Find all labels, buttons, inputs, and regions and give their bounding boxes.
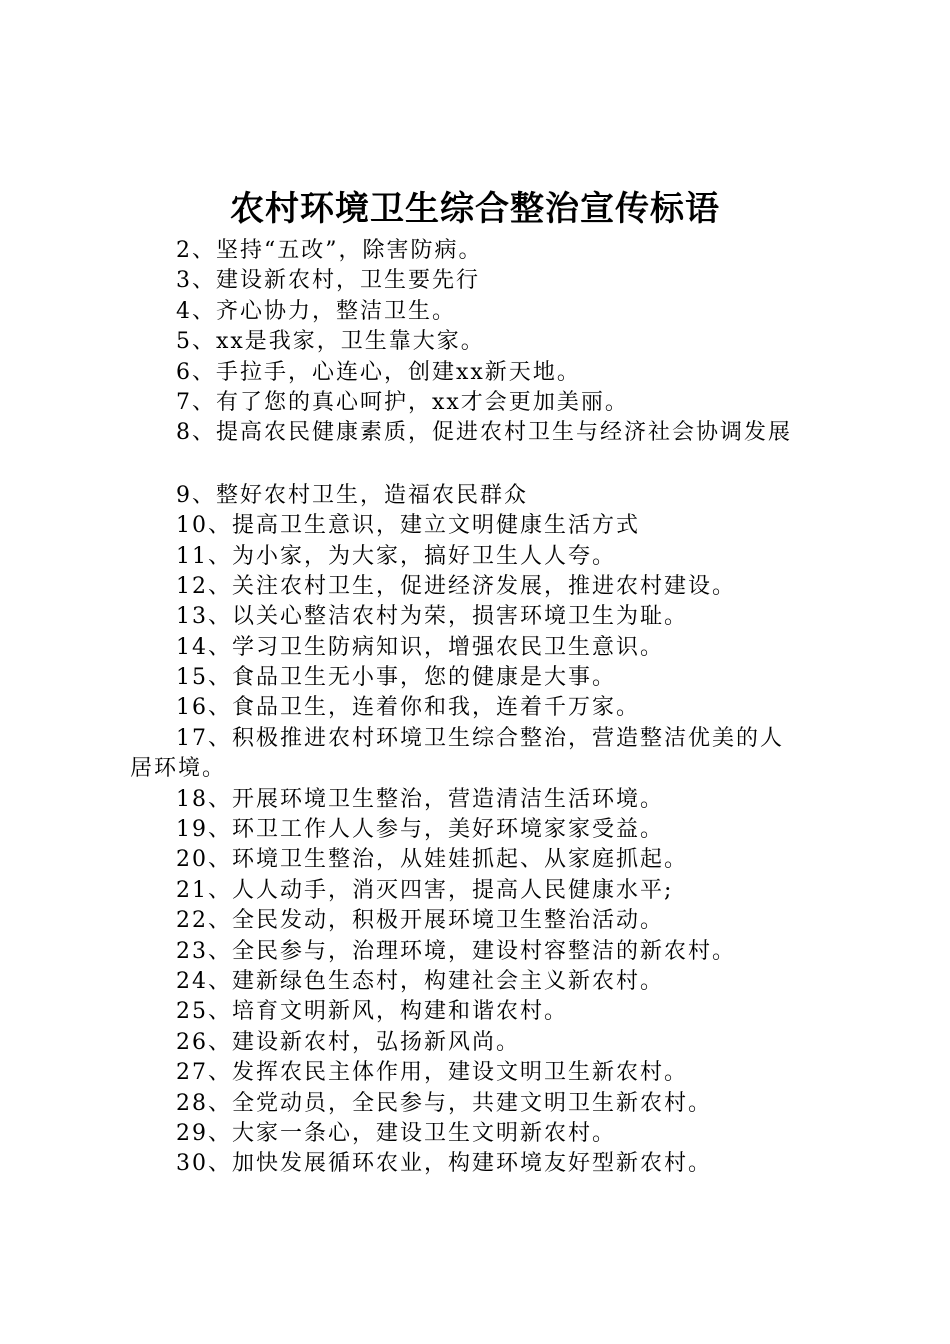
- slogan-line: 21、人人动手，消灭四害，提高人民健康水平;: [176, 877, 674, 903]
- slogan-line: 22、全民发动，积极开展环境卫生整治活动。: [176, 908, 664, 934]
- slogan-line: 19、环卫工作人人参与，美好环境家家受益。: [176, 817, 664, 843]
- slogan-line: 27、发挥农民主体作用，建设文明卫生新农村。: [176, 1060, 688, 1086]
- slogan-line: 10、提高卫生意识，建立文明健康生活方式: [176, 513, 640, 539]
- slogan-line: 9、整好农村卫生，造福农民群众: [176, 482, 528, 508]
- slogan-line: 26、建设新农村，弘扬新风尚。: [176, 1029, 520, 1055]
- document-title: 农村环境卫生综合整治宣传标语: [230, 189, 720, 229]
- slogan-line: 5、xx是我家，卫生靠大家。: [176, 329, 485, 355]
- slogan-list: [0, 236, 950, 1180]
- slogan-line: 23、全民参与，治理环境，建设村容整洁的新农村。: [176, 938, 736, 964]
- slogan-line: 7、有了您的真心呵护，xx才会更加美丽。: [176, 389, 629, 415]
- slogan-line: 17、积极推进农村环境卫生综合整治，营造整洁优美的人: [176, 725, 784, 751]
- slogan-line: 29、大家一条心，建设卫生文明新农村。: [176, 1120, 616, 1146]
- slogan-line: 25、培育文明新风，构建和谐农村。: [176, 999, 568, 1025]
- slogan-line: 14、学习卫生防病知识，增强农民卫生意识。: [176, 634, 664, 660]
- slogan-line: 13、以关心整洁农村为荣，损害环境卫生为耻。: [176, 604, 688, 630]
- slogan-line: 4、齐心协力，整洁卫生。: [176, 298, 456, 324]
- slogan-line: 2、坚持“五改”，除害防病。: [176, 238, 483, 263]
- slogan-line: 15、食品卫生无小事，您的健康是大事。: [176, 665, 616, 691]
- slogan-line: 18、开展环境卫生整治，营造清洁生活环境。: [176, 786, 664, 812]
- slogan-line: 28、全党动员，全民参与，共建文明卫生新农村。: [176, 1090, 712, 1116]
- slogan-line-continuation: 居环境。: [130, 756, 227, 782]
- blank-line: [0, 449, 950, 481]
- slogan-line: 6、手拉手，心连心，创建xx新天地。: [176, 359, 581, 385]
- slogan-line: 30、加快发展循环农业，构建环境友好型新农村。: [176, 1151, 712, 1177]
- slogan-line: 8、提高农民健康素质，促进农村卫生与经济社会协调发展: [176, 420, 792, 446]
- slogan-line: 20、环境卫生整治，从娃娃抓起、从家庭抓起。: [176, 847, 688, 873]
- slogan-line: 16、食品卫生，连着你和我，连着千万家。: [176, 695, 640, 721]
- slogan-line: 3、建设新农村，卫生要先行: [176, 268, 480, 294]
- slogan-line: 12、关注农村卫生，促进经济发展，推进农村建设。: [176, 573, 736, 599]
- slogan-line: 11、为小家，为大家，搞好卫生人人夸。: [176, 543, 616, 569]
- slogan-line: 24、建新绿色生态村，构建社会主义新农村。: [176, 968, 664, 994]
